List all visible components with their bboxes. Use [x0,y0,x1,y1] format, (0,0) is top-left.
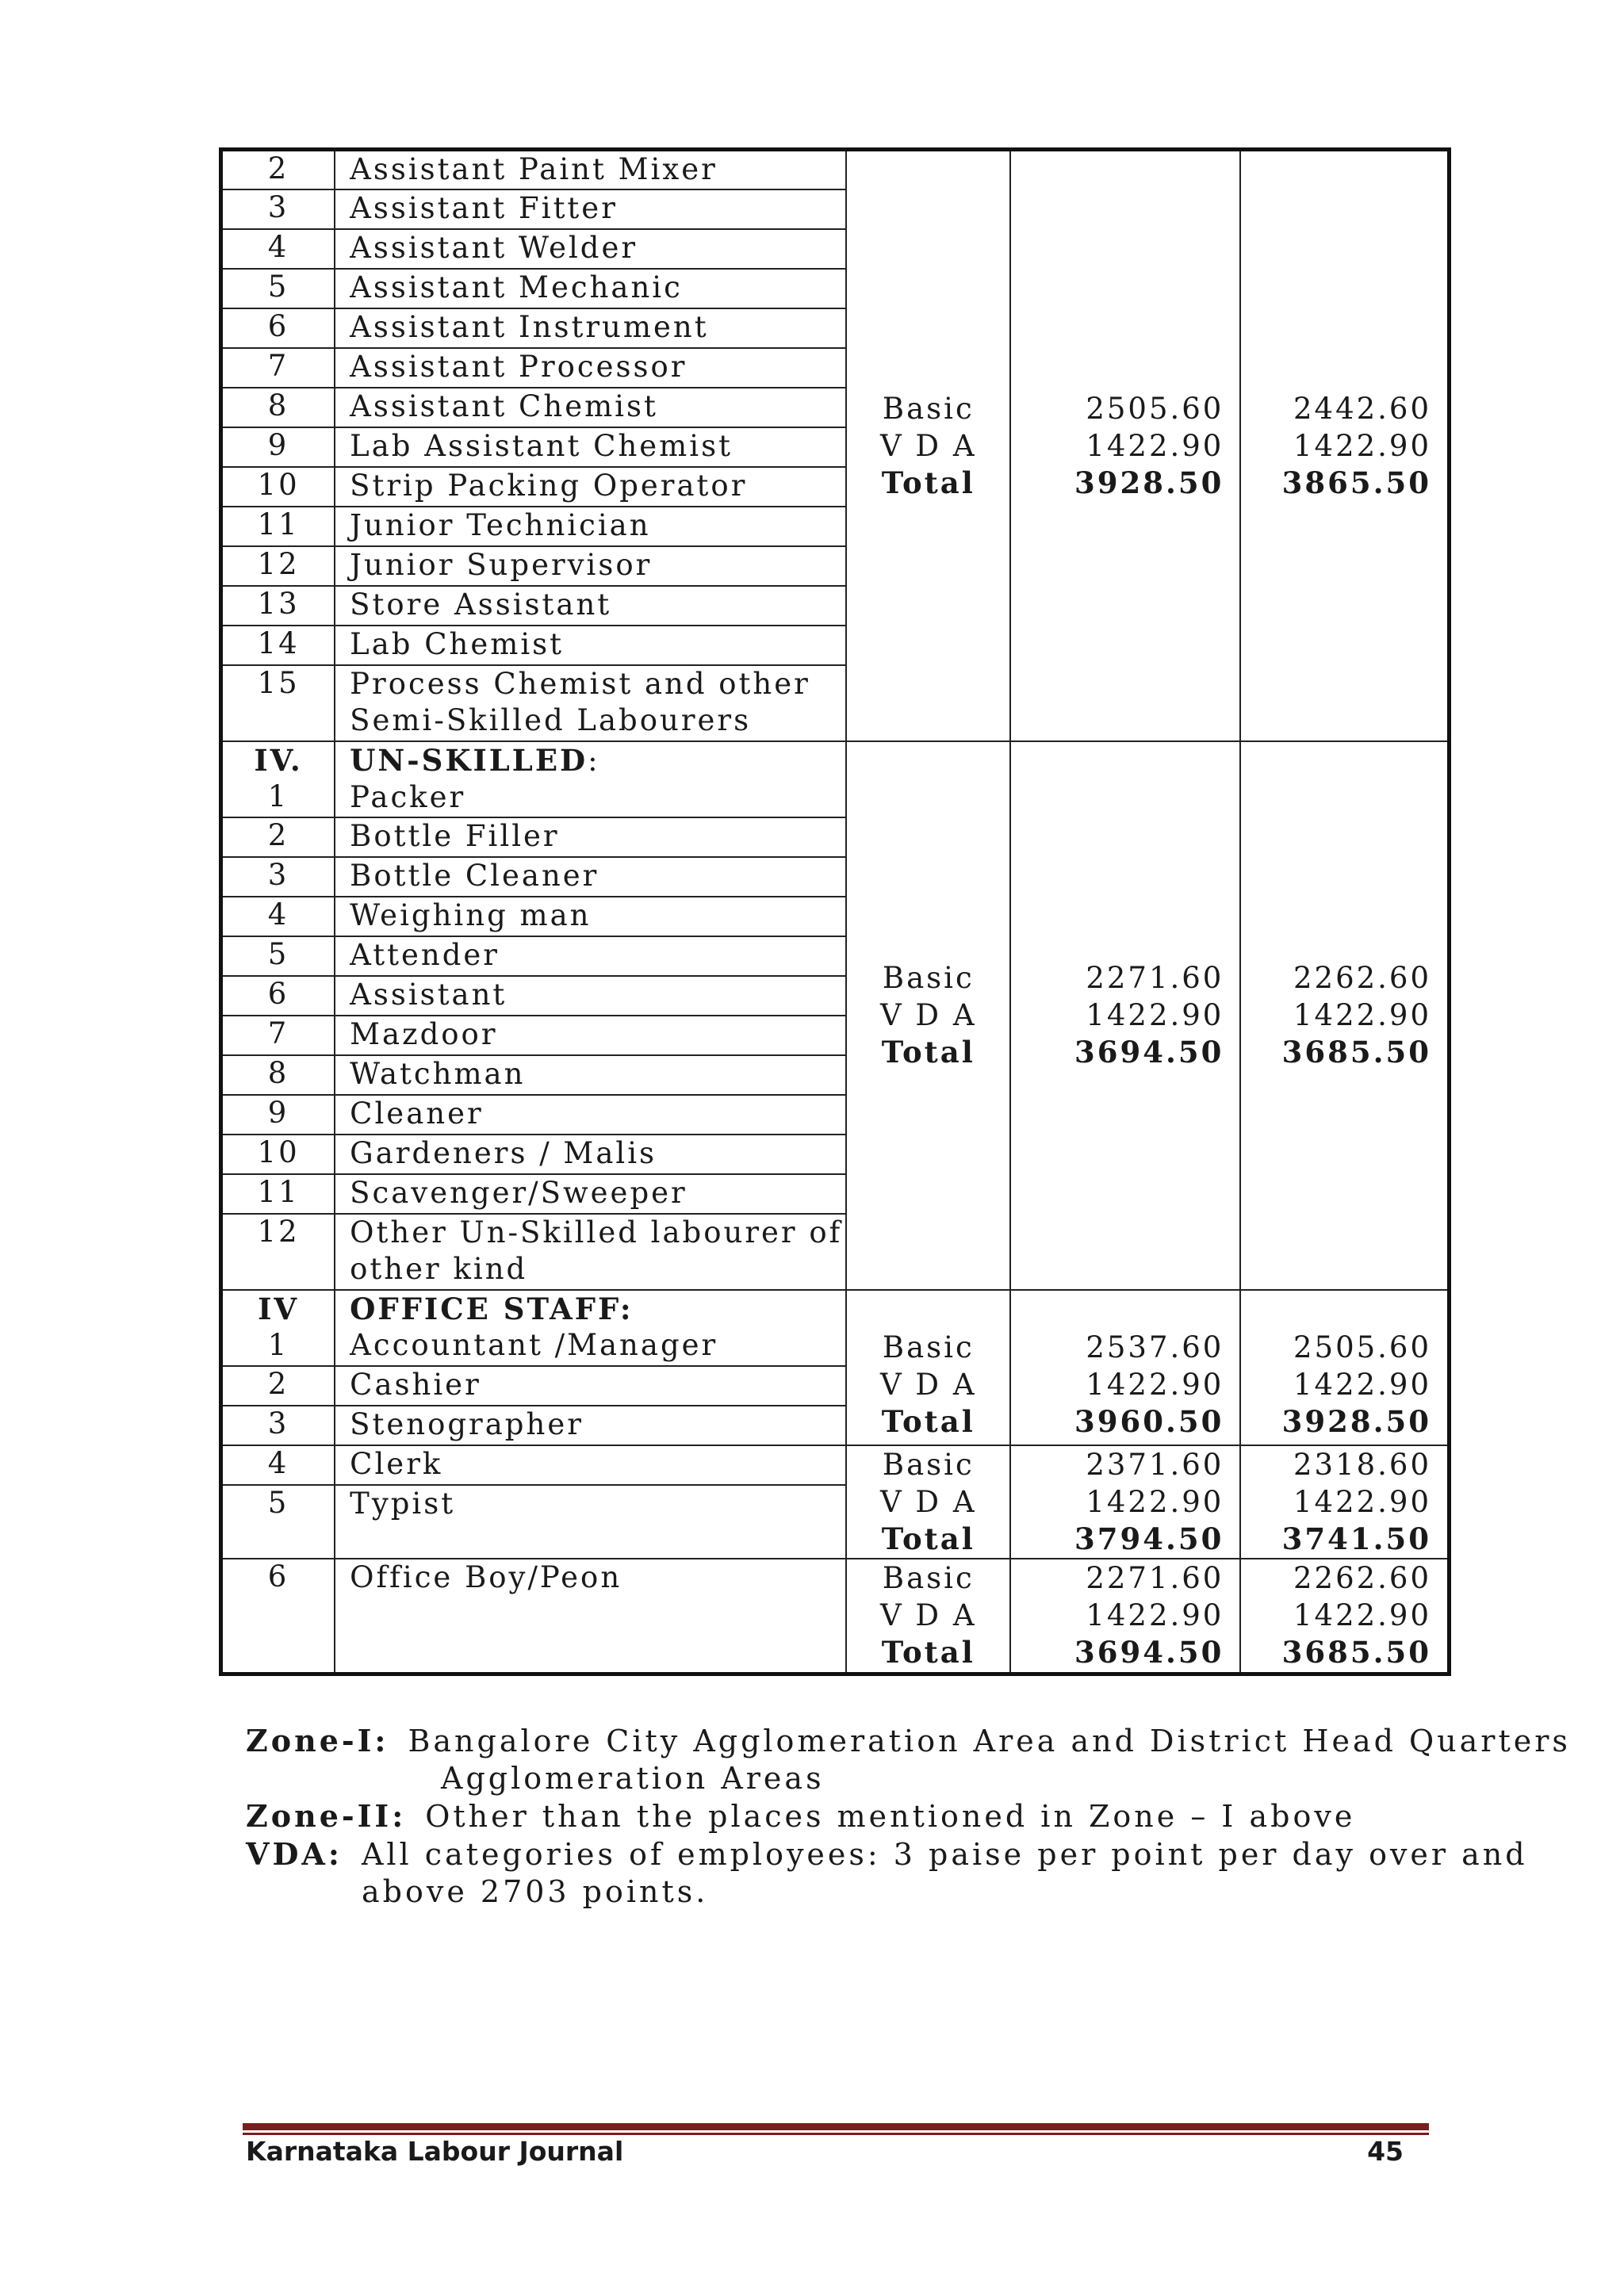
zone2-wages [1240,1290,1449,1445]
zone2-vda: 1422.90 [1293,428,1431,463]
zone2-basic: 2318.60 [1293,1447,1431,1482]
wage-component-labels [846,741,1010,1290]
row-number: 3 [221,1406,335,1445]
zone1-wages [1010,1559,1240,1674]
employment-category: Bottle Filler [335,817,846,857]
employment-category: Gardeners / Malis [335,1135,846,1174]
zone2-text: Other than the places mentioned in Zone – I above [425,1799,1356,1834]
row-number: 12 [221,1214,335,1290]
row-number: 6 [221,1559,335,1674]
total-label: Total [881,1634,975,1670]
footer-rule-thin [243,2133,1429,2135]
zone1-text-continued: Agglomeration Areas [441,1761,825,1796]
zone1-wages [1010,1290,1240,1445]
zone2-note [246,1797,1415,1835]
zone1-vda: 1422.90 [1086,998,1224,1032]
table-row [221,741,1450,817]
employment-category: Junior Supervisor [335,546,846,586]
employment-category: Assistant Chemist [335,388,846,427]
basic-label: Basic [882,961,975,995]
zone2-wages [1240,1559,1449,1674]
zone2-vda: 1422.90 [1293,1484,1431,1519]
zone1-total: 3928.50 [1074,465,1224,500]
section-title: UN-SKILLED [350,742,588,778]
employment-category: Accountant /Manager [350,1327,718,1362]
zone2-vda: 1422.90 [1293,1598,1431,1632]
row-number: 5 [221,936,335,976]
employment-category: Typist [335,1485,846,1559]
vda-text-continued: above 2703 points. [362,1874,709,1909]
wage-component-labels [846,1445,1010,1559]
employment-category: Process Chemist and other Semi-Skilled Labourers [335,665,846,741]
zone1-vda: 1422.90 [1086,1367,1224,1402]
zone2-wages [1240,150,1449,741]
row-number: 11 [221,507,335,546]
employment-category: Assistant Paint Mixer [335,150,846,189]
employment-category: Stenographer [335,1406,846,1445]
zone1-total: 3960.50 [1074,1403,1224,1439]
employment-category: Clerk [335,1445,846,1485]
page-number: 45 [1367,2136,1404,2167]
zone1-basic: 2271.60 [1086,1560,1224,1595]
zone1-total: 3694.50 [1074,1035,1224,1070]
zone1-wages [1010,150,1240,741]
total-label: Total [881,465,975,500]
row-number: 2 [221,817,335,857]
employment-category: Scavenger/Sweeper [335,1174,846,1214]
employment-category: Junior Technician [335,507,846,546]
zone2-basic: 2442.60 [1293,391,1431,426]
basic-label: Basic [882,1447,975,1482]
employment-category: Store Assistant [335,586,846,626]
employment-category: Attender [335,936,846,976]
zone-notes [246,1722,1571,1911]
row-number: 12 [221,546,335,586]
employment-category: Packer [350,779,466,814]
zone1-note [246,1722,1571,1760]
row-number: 13 [221,586,335,626]
wage-component-labels [846,1290,1010,1445]
employment-category: Cleaner [335,1095,846,1135]
row-number: 15 [221,665,335,741]
employment-category: Assistant Mechanic [335,269,846,308]
zone1-vda: 1422.90 [1086,1598,1224,1632]
basic-label: Basic [882,1560,975,1595]
row-number: 3 [221,189,335,229]
zone1-basic: 2371.60 [1086,1447,1224,1482]
section-number-cell [221,1290,335,1366]
employment-category: Mazdoor [335,1016,846,1055]
zone1-wages [1010,741,1240,1290]
row-number: 6 [221,976,335,1016]
employment-category: Other Un-Skilled labourer of other kind [335,1214,846,1290]
row-number: 7 [221,1016,335,1055]
row-number: 11 [221,1174,335,1214]
row-number: 2 [221,150,335,189]
row-number: 6 [221,308,335,348]
vda-label: V D A [879,998,977,1032]
vda-label: V D A [879,1598,977,1632]
footer-rule-thick [243,2123,1429,2130]
zone2-total: 3928.50 [1281,1403,1431,1439]
basic-label: Basic [882,1330,975,1364]
row-number: 14 [221,626,335,665]
zone1-vda: 1422.90 [1086,428,1224,463]
vda-key: VDA: [246,1836,343,1872]
wage-component-labels [846,150,1010,741]
journal-title: Karnataka Labour Journal [246,2136,624,2167]
zone1-total: 3694.50 [1074,1634,1224,1670]
zone1-total: 3794.50 [1074,1521,1224,1556]
row-number: 10 [221,1135,335,1174]
zone1-wages [1010,1445,1240,1559]
vda-text: All categories of employees: 3 paise per point per day over and [361,1837,1528,1872]
row-number: 2 [221,1366,335,1406]
employment-category: Assistant [335,976,846,1016]
row-number: 4 [221,1445,335,1485]
section-heading-cell [335,741,846,817]
section-heading-cell [335,1290,846,1366]
table-row [221,150,1450,189]
zone2-wages [1240,741,1449,1290]
employment-category: Assistant Instrument [335,308,846,348]
table-row [221,1445,1450,1485]
vda-label: V D A [879,1484,977,1519]
zone1-basic: 2537.60 [1086,1330,1224,1364]
zone2-basic: 2505.60 [1293,1330,1431,1364]
zone2-total: 3741.50 [1281,1521,1431,1556]
vda-label: V D A [879,1367,977,1402]
row-number: 8 [221,388,335,427]
zone1-basic: 2505.60 [1086,391,1224,426]
total-label: Total [881,1403,975,1439]
employment-category: Watchman [335,1055,846,1095]
zone2-wages [1240,1445,1449,1559]
section-title: OFFICE STAFF: [350,1291,634,1326]
total-label: Total [881,1035,975,1070]
zone2-total: 3685.50 [1281,1035,1431,1070]
employment-category: Weighing man [335,897,846,936]
row-number: 8 [221,1055,335,1095]
row-number: 3 [221,857,335,897]
vda-note [246,1835,1528,1873]
row-number: 1 [267,779,289,813]
row-number: 4 [221,229,335,269]
wage-component-labels [846,1559,1010,1674]
total-label: Total [881,1521,975,1556]
zone2-basic: 2262.60 [1293,1560,1431,1595]
section-number: IV [258,1291,300,1326]
zone1-text: Bangalore City Agglomeration Area and District Head Quarters [408,1724,1571,1758]
row-number: 5 [221,1485,335,1559]
section-colon: : [588,743,600,778]
zone2-basic: 2262.60 [1293,961,1431,995]
zone1-vda: 1422.90 [1086,1484,1224,1519]
wage-rates-table [219,147,1451,1676]
employment-category: Cashier [335,1366,846,1406]
row-number: 5 [221,269,335,308]
employment-category: Lab Assistant Chemist [335,427,846,467]
row-number: 9 [221,1095,335,1135]
employment-category: Bottle Cleaner [335,857,846,897]
zone2-vda: 1422.90 [1293,998,1431,1032]
row-number: 9 [221,427,335,467]
zone1-key: Zone-I: [246,1723,389,1758]
row-number: 1 [267,1327,289,1362]
employment-category: Lab Chemist [335,626,846,665]
employment-category: Assistant Welder [335,229,846,269]
table-row [221,1559,1450,1674]
zone2-vda: 1422.90 [1293,1367,1431,1402]
row-number: 4 [221,897,335,936]
row-number: 7 [221,348,335,388]
table-row [221,1290,1450,1366]
employment-category: Strip Packing Operator [335,467,846,507]
vda-label: V D A [879,428,977,463]
employment-category: Office Boy/Peon [335,1559,846,1674]
zone2-key: Zone-II: [246,1798,407,1834]
basic-label: Basic [882,391,975,426]
zone2-total: 3685.50 [1281,1634,1431,1670]
employment-category: Assistant Fitter [335,189,846,229]
row-number: 10 [221,467,335,507]
zone1-basic: 2271.60 [1086,961,1224,995]
section-number: IV. [254,742,303,778]
section-number-cell [221,741,335,817]
zone2-total: 3865.50 [1281,465,1431,500]
footer-rule [243,2123,1429,2136]
employment-category: Assistant Processor [335,348,846,388]
